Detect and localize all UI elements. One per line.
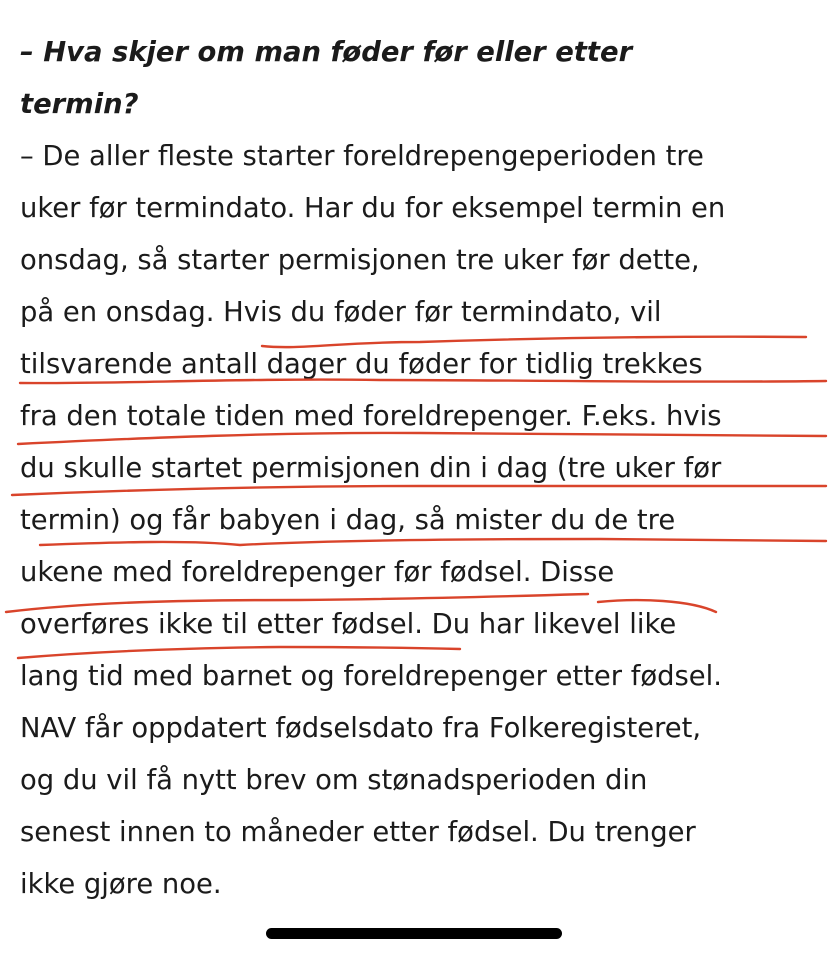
answer-line: fra den totale tiden med foreldrepenger. F.eks. hvis <box>20 401 722 432</box>
answer-line: uker før termindato. Har du for eksempel termin en <box>20 193 726 224</box>
question-line: termin? <box>20 89 139 120</box>
question-line: – Hva skjer om man føder før eller etter <box>20 37 633 68</box>
answer-line: senest innen to måneder etter fødsel. Du trenger <box>20 817 696 848</box>
answer-line: tilsvarende antall dager du føder for tidlig trekkes <box>20 349 703 380</box>
answer-line: NAV får oppdatert fødselsdato fra Folkeregisteret, <box>20 713 702 744</box>
answer-line: på en onsdag. Hvis du føder før termindato, vil <box>20 297 662 328</box>
answer-line: ikke gjøre noe. <box>20 869 222 900</box>
answer-line: overføres ikke til etter fødsel. Du har likevel like <box>20 609 677 640</box>
article-text <box>20 27 820 911</box>
answer-line: lang tid med barnet og foreldrepenger etter fødsel. <box>20 661 722 692</box>
home-indicator[interactable] <box>266 928 562 939</box>
answer-line: og du vil få nytt brev om stønadsperioden din <box>20 765 648 796</box>
answer-line: du skulle startet permisjonen din i dag (tre uker før <box>20 453 722 484</box>
answer-line: ukene med foreldrepenger før fødsel. Disse <box>20 557 615 588</box>
answer-line: termin) og får babyen i dag, så mister du de tre <box>20 505 676 536</box>
answer-line: – De aller fleste starter foreldrepengeperioden tre <box>20 141 704 172</box>
answer-line: onsdag, så starter permisjonen tre uker før dette, <box>20 245 700 276</box>
